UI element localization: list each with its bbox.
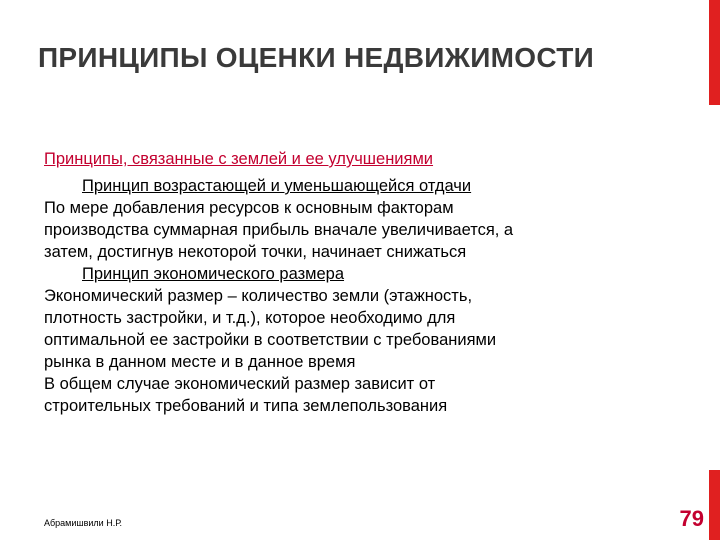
principle-1-heading: Принцип возрастающей и уменьшающейся отдачи <box>82 177 472 195</box>
principle-2-line-6: строительных требований и типа землепользования <box>44 397 448 415</box>
principle-1-line-2: производства суммарная прибыль вначале увеличивается, а <box>44 221 514 239</box>
principle-2-line-3: оптимальной ее застройки в соответствии с требованиями <box>44 331 497 349</box>
page-number: 79 <box>679 506 704 531</box>
principle-1-line-3: затем, достигнув некоторой точки, начинает снижаться <box>44 243 467 261</box>
slide-body <box>44 148 654 417</box>
footer-author: Абрамишвили Н.Р. <box>44 518 122 528</box>
section-title: Принципы, связанные с землей и ее улучшениями <box>44 150 434 168</box>
principle-2-line-4: рынка в данном месте и в данное время <box>44 353 356 371</box>
principle-2-line-1: Экономический размер – количество земли (этажность, <box>44 287 473 305</box>
accent-bar-bottom <box>709 470 720 540</box>
principle-1-line-1: По мере добавления ресурсов к основным факторам <box>44 199 454 217</box>
principle-2-line-5: В общем случае экономический размер зависит от <box>44 375 436 393</box>
principle-2-heading: Принцип экономического размера <box>82 265 345 283</box>
principle-2-line-2: плотность застройки, и т.д.), которое необходимо для <box>44 309 456 327</box>
accent-bar-top <box>709 0 720 105</box>
slide-title: ПРИНЦИПЫ ОЦЕНКИ НЕДВИЖИМОСТИ <box>38 42 595 73</box>
